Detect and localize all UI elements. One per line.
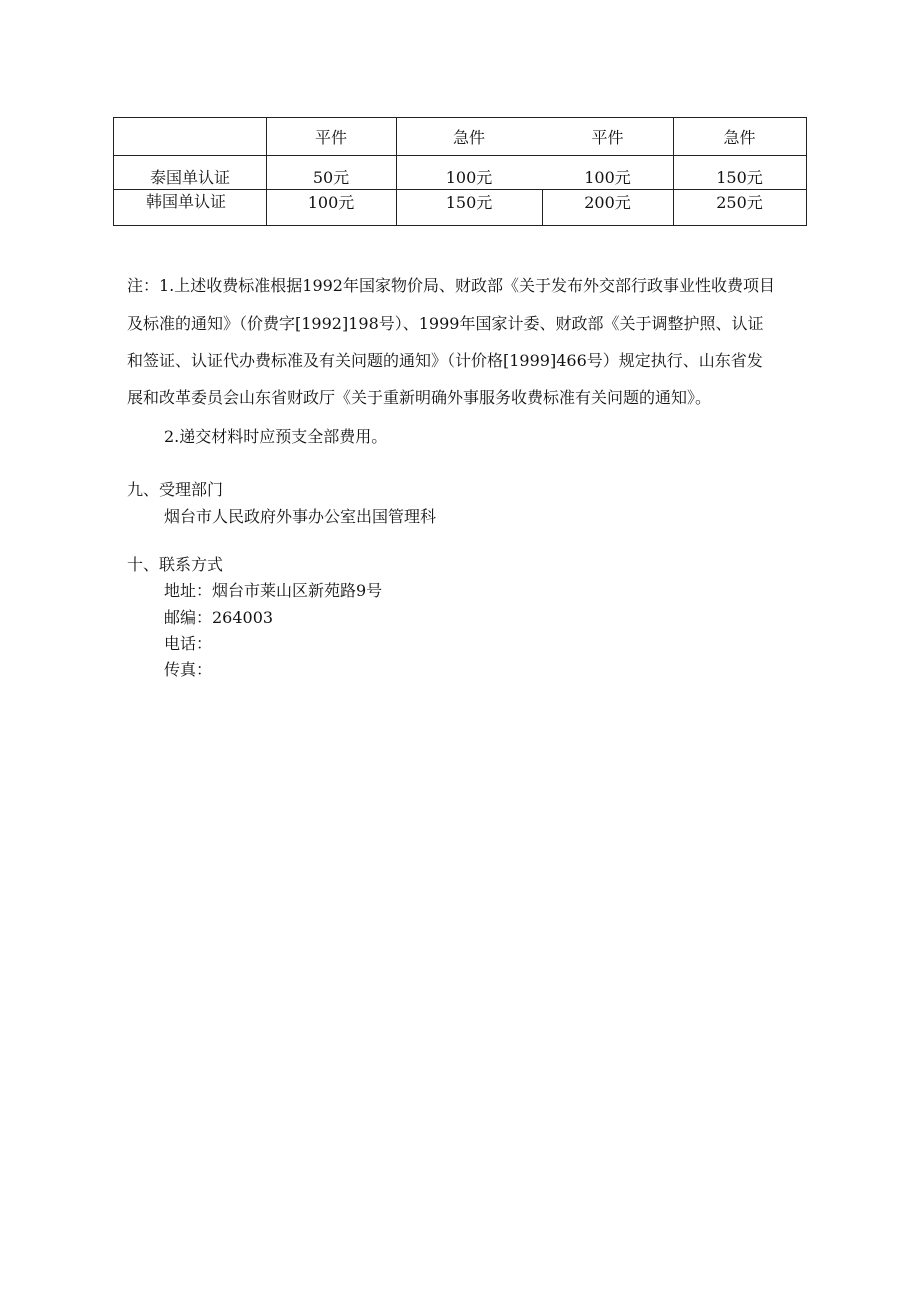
note-line: 和签证、认证代办费标准及有关问题的通知》（计价格[1999]466号）规定执行、山东省发 (127, 351, 763, 370)
contact-phone: 电话： (164, 634, 213, 653)
table-header-cell: 急件 (452, 128, 485, 147)
note-line: 注：1.上述收费标准根据1992年国家物价局、财政部《关于发布外交部行政事业性收费项目 (127, 276, 775, 295)
section-10-title: 十、联系方式 (127, 555, 224, 574)
table-header-cell: 平件 (591, 128, 624, 147)
contact-address: 地址：烟台市莱山区新苑路9号 (164, 581, 383, 600)
table-line-top (113, 117, 807, 118)
table-line-row-divider (113, 189, 807, 190)
note-line: 及标准的通知》（价费字[1992]198号）、1999年国家计委、财政部《关于调整护照、认证 (127, 314, 764, 333)
table-row-label: 韩国单认证 (145, 192, 226, 211)
contact-postcode: 邮编：264003 (164, 608, 274, 627)
table-line-bottom (113, 225, 807, 226)
table-line-left (113, 117, 114, 226)
table-cell: 100元 (307, 193, 355, 212)
contact-fax: 传真： (164, 660, 213, 679)
table-cell: 50元 (312, 168, 350, 187)
table-header-cell: 平件 (314, 128, 347, 147)
table-cell: 250元 (716, 193, 763, 212)
section-9-content: 烟台市人民政府外事办公室出国管理科 (164, 507, 437, 526)
table-line-header-bottom (113, 155, 807, 156)
table-cell: 100元 (584, 168, 631, 187)
table-line-right (806, 117, 807, 226)
table-cell: 150元 (445, 193, 493, 212)
table-header-cell: 急件 (723, 128, 756, 147)
table-cell: 200元 (584, 193, 631, 212)
note-item-2: 2.递交材料时应预支全部费用。 (164, 427, 388, 446)
note-line: 展和改革委员会山东省财政厅《关于重新明确外事服务收费标准有关问题的通知》。 (127, 388, 712, 407)
table-row-label: 泰国单认证 (149, 168, 230, 187)
section-9-title: 九、受理部门 (127, 480, 224, 499)
table-cell: 150元 (716, 168, 763, 187)
table-cell: 100元 (445, 168, 493, 187)
